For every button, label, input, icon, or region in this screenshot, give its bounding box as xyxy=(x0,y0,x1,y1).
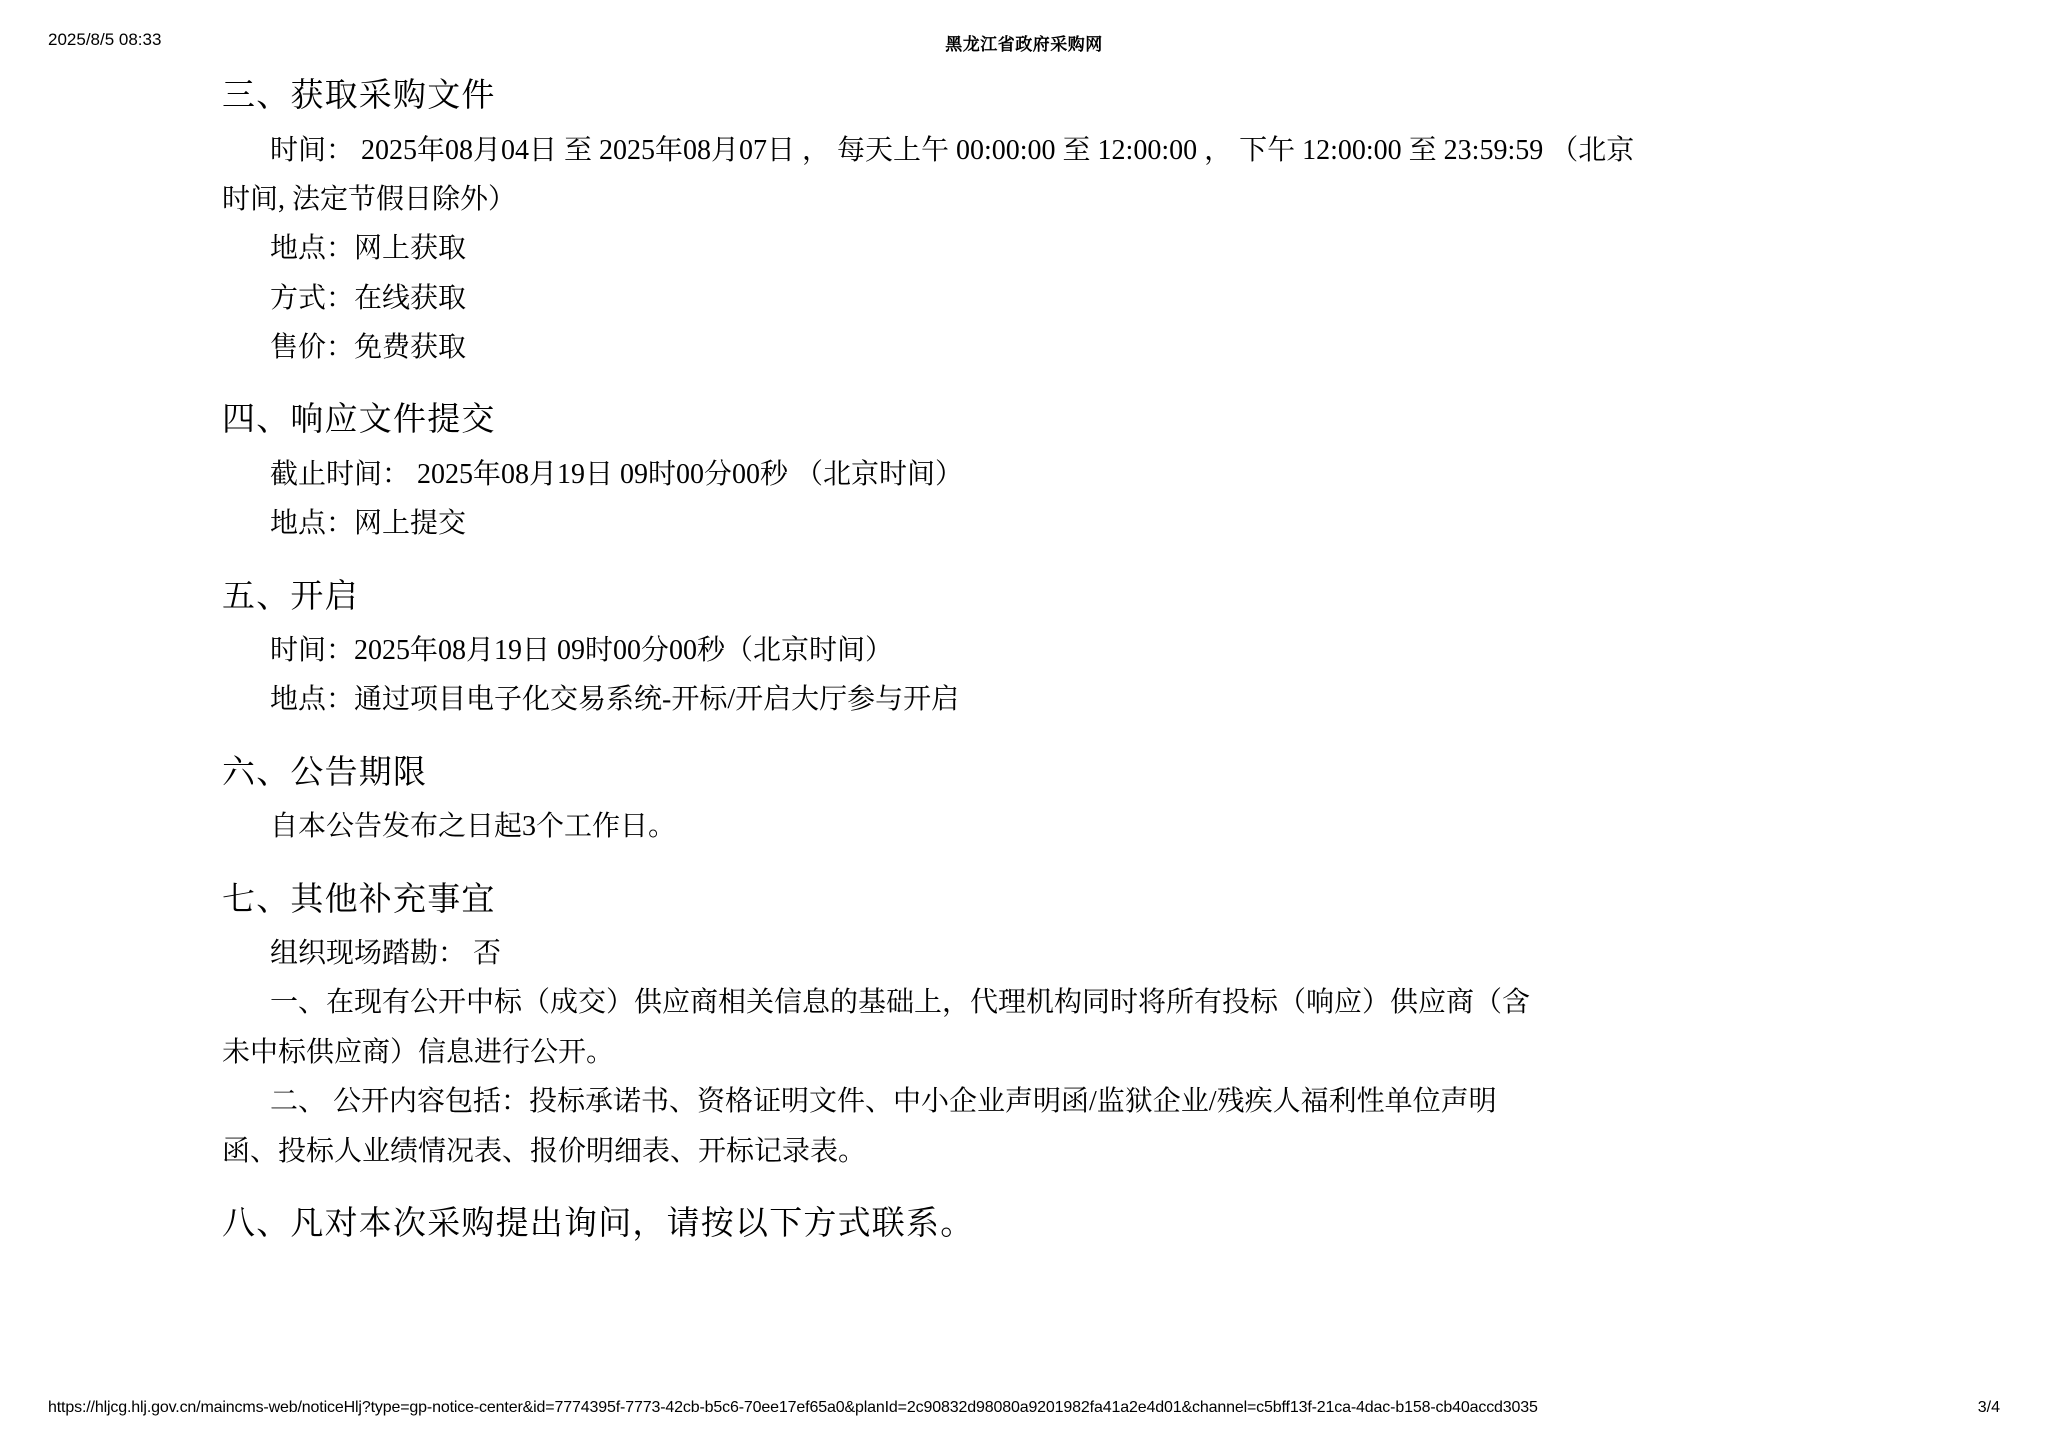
section5-place: 地点：通过项目电子化交易系统-开标/开启大厅参与开启 xyxy=(270,684,960,716)
section5-time: 时间：2025年08月19日 09时00分00秒（北京时间） xyxy=(270,635,894,667)
section-heading-3: 三、获取采购文件 xyxy=(222,78,496,114)
section3-time-line1: 时间： 2025年08月04日 至 2025年08月07日 ， 每天上午 00:00:00 至 12:00:00 ， 下午 12:00:00 至 23:59:59 （北京 xyxy=(270,134,1635,166)
document-body xyxy=(222,72,1842,1255)
section-heading-8: 八、凡对本次采购提出询问，请按以下方式联系。 xyxy=(222,1205,975,1242)
page-number: 3/4 xyxy=(1977,1399,2000,1416)
section4-deadline: 截止时间： 2025年08月19日 09时00分00秒 （北京时间） xyxy=(270,458,964,490)
section-heading-5: 五、开启 xyxy=(222,578,359,615)
section7-item2-line1: 二、 公开内容包括：投标承诺书、资格证明文件、中小企业声明函/监狱企业/残疾人福利性单位声明 xyxy=(270,1086,1497,1118)
print-footer xyxy=(0,1399,2048,1423)
section-heading-4: 四、响应文件提交 xyxy=(222,402,496,439)
section7-site-survey: 组织现场踏勘： 否 xyxy=(270,938,502,970)
section7-item2-line2: 函、投标人业绩情况表、报价明细表、开标记录表。 xyxy=(222,1135,867,1167)
source-url: https://hljcg.hlj.gov.cn/maincms-web/noticeHlj?type=gp-notice-center&id=7774395f-7773-42cb-b5c6-70ee17ef65a0&planId=2c90832d98080a9201982fa41a2e4d01&channel=c5bff13f-21ca-4dac-b158-cb40accd3035 xyxy=(48,1399,1538,1416)
section-heading-7: 七、其他补充事宜 xyxy=(222,881,496,918)
section3-price: 售价：免费获取 xyxy=(270,331,467,363)
section7-item1-line2: 未中标供应商）信息进行公开。 xyxy=(222,1036,615,1068)
section3-method: 方式：在线获取 xyxy=(270,282,467,314)
section7-item1-line1: 一、在现有公开中标（成交）供应商相关信息的基础上，代理机构同时将所有投标（响应）供应商（含 xyxy=(270,987,1531,1019)
site-title: 黑龙江省政府采购网 xyxy=(945,35,1103,54)
print-header xyxy=(0,30,2048,54)
section6-text: 自本公告发布之日起3个工作日。 xyxy=(270,811,677,843)
section4-place: 地点：网上提交 xyxy=(270,508,467,540)
section3-place: 地点：网上获取 xyxy=(270,233,467,265)
print-date: 2025/8/5 08:33 xyxy=(48,30,162,49)
section3-time-line2: 时间, 法定节假日除外） xyxy=(222,183,517,215)
section-heading-6: 六、公告期限 xyxy=(222,754,428,791)
